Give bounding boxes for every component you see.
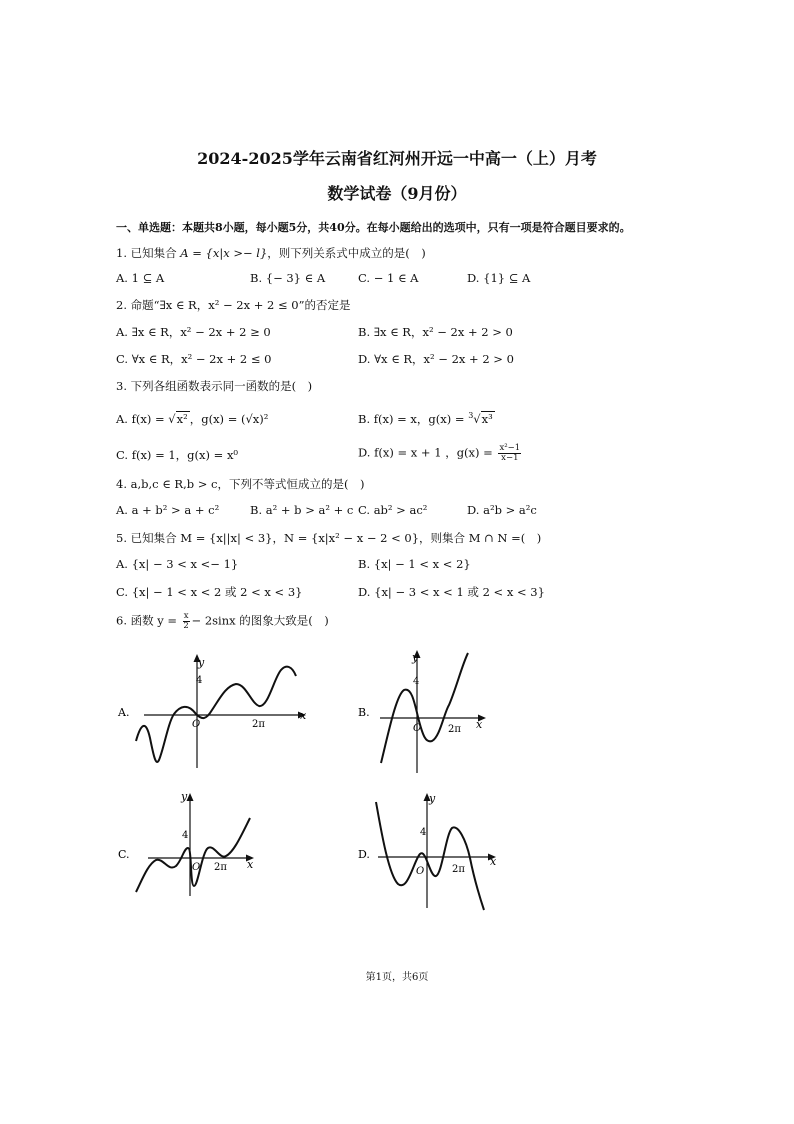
q2-option-a: A. ∃x ∈ R，x² − 2x + 2 ≥ 0 [116, 325, 271, 339]
graph-a-curve [136, 667, 296, 762]
graph-b-y-label: y [412, 651, 419, 664]
graph-d-y-tick: 4 [420, 827, 427, 838]
graph-a-label: A. [118, 706, 130, 719]
graph-c-curve [136, 818, 250, 892]
graph-d [356, 788, 516, 913]
graph-b-curve [381, 653, 468, 763]
q1-option-b: B. {− 3} ∈ A [250, 271, 326, 285]
page-footer: 第1页，共6页 [365, 972, 429, 983]
q3-option-b: B. f(x) = x，g(x) = $^3$√x³ [358, 411, 493, 426]
graph-b [356, 645, 556, 775]
q2-option-b: B. ∃x ∈ R，x² − 2x + 2 > 0 [358, 325, 513, 339]
q1-option-c: C. − 1 ∈ A [358, 271, 419, 285]
q3-option-a: A. f(x) = √x² ，g(x) = (√x)² [116, 412, 269, 426]
graph-d-x-label: x [490, 855, 497, 868]
q3-option-d: D. f(x) = x + 1 ，g(x) = $\frac{\text{x²−1}}{x-1}$ [358, 443, 521, 463]
graph-c-y-arrow [187, 793, 194, 801]
q2-option-c: C. ∀x ∈ R，x² − 2x + 2 ≤ 0 [116, 352, 272, 366]
question-5-stem: 5. 已知集合 M = {x||x| < 3}，N = {x|x² − x − 2 < 0}，则集合 M ∩ N =( ) [116, 531, 542, 545]
graph-a-x-label: x [300, 709, 307, 722]
q5-option-b: B. {x| − 1 < x < 2} [358, 557, 471, 571]
graph-d-y-label: y [429, 792, 436, 805]
graph-c-y-tick: 4 [182, 830, 189, 841]
q1-option-a: A. 1 ⊆ A [116, 271, 165, 285]
graph-b-x-label: x [476, 718, 483, 731]
q4-option-d: D. a²b > a²c [467, 503, 537, 517]
graph-c-origin: O [192, 862, 201, 873]
graph-c [116, 788, 276, 898]
exam-subtitle: 数学试卷（9月份） [327, 184, 467, 203]
graph-b-label: B. [358, 706, 370, 719]
graph-a-x-tick: 2π [252, 719, 265, 730]
question-6-stem: 6. 函数 y = $\frac{x}{2}$ − 2sinx 的图象大致是( ) [116, 611, 329, 631]
graph-a-origin: O [192, 719, 201, 730]
graph-b-y-tick: 4 [413, 676, 420, 687]
section-heading: 一、单选题：本题共8小题，每小题5分，共40分。在每小题给出的选项中，只有一项是符合题目要求的。 [116, 221, 631, 234]
graph-b-origin: O [413, 723, 422, 734]
q4-option-b: B. a² + b > a² + c [250, 503, 354, 517]
graph-c-y-label: y [181, 790, 188, 803]
graph-a-y-tick: 4 [196, 675, 203, 686]
graph-d-origin: O [416, 866, 425, 877]
q5-option-d: D. {x| − 3 < x < 1 或 2 < x < 3} [358, 585, 545, 599]
graph-d-curve [376, 802, 484, 910]
question-2-stem: 2. 命题“∃x ∈ R，x² − 2x + 2 ≤ 0”的否定是 [116, 298, 351, 312]
graph-c-x-tick: 2π [214, 862, 227, 873]
graph-a-y-label: y [198, 656, 205, 669]
q4-option-a: A. a + b² > a + c² [116, 503, 220, 517]
question-1-stem: 1. 已知集合 A = {x|x >− l}，则下列关系式中成立的是( ) [116, 246, 426, 260]
graph-d-x-tick: 2π [452, 864, 465, 875]
q2-option-d: D. ∀x ∈ R，x² − 2x + 2 > 0 [358, 352, 514, 366]
graph-c-label: C. [118, 848, 130, 861]
q4-option-c: C. ab² > ac² [358, 503, 428, 517]
q1-option-d: D. {1} ⊆ A [467, 271, 531, 285]
exam-title: 2024-2025学年云南省红河州开远一中高一（上）月考 [197, 149, 597, 168]
q5-option-a: A. {x| − 3 < x <− 1} [116, 557, 239, 571]
graph-b-x-tick: 2π [448, 724, 461, 735]
graph-d-label: D. [358, 848, 370, 861]
graph-a [116, 648, 316, 773]
question-3-stem: 3. 下列各组函数表示同一函数的是( ) [116, 379, 313, 393]
graph-c-x-label: x [247, 858, 254, 871]
q3-option-c: C. f(x) = 1，g(x) = x⁰ [116, 448, 239, 462]
q5-option-c: C. {x| − 1 < x < 2 或 2 < x < 3} [116, 585, 303, 599]
question-4-stem: 4. a,b,c ∈ R,b > c，下列不等式恒成立的是( ) [116, 477, 365, 491]
